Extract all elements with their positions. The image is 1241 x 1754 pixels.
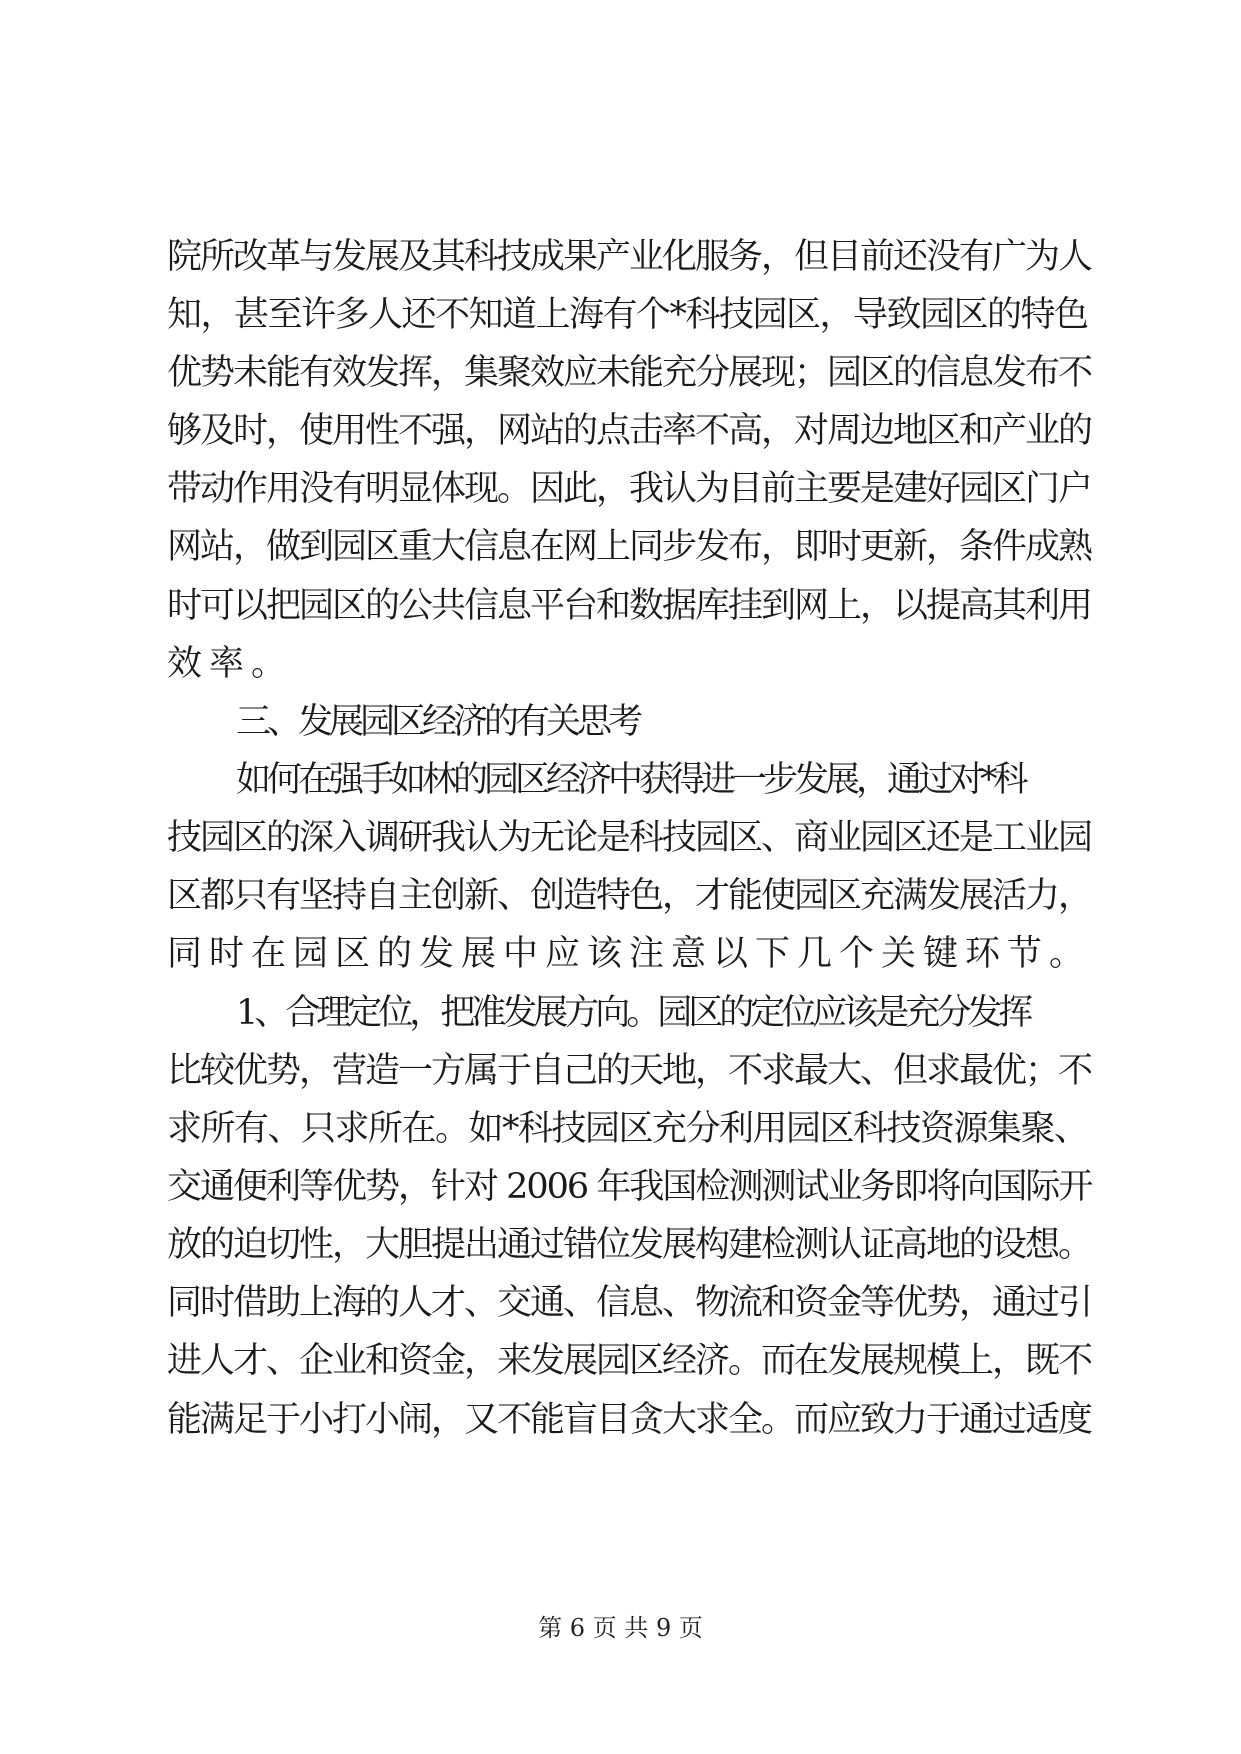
text-line: 交通便利等优势，针对 2006 年我国检测测试业务即将向国际开 [167,1167,1092,1207]
text-line: 区都只有坚持自主创新、创造特色，才能使园区充满发展活力， [167,876,1092,916]
text-line: 求所有、只求所在。如*科技园区充分利用园区科技资源集聚、 [167,1109,1088,1149]
text-line: 优势未能有效发挥，集聚效应未能充分展现；园区的信息发布不 [167,353,1092,393]
text-line: 知，甚至许多人还不知道上海有个*科技园区，导致园区的特色 [167,295,1088,335]
text-line: 院所改革与发展及其科技成果产业化服务，但目前还没有广为人 [167,237,1092,277]
text-line: 够及时，使用性不强，网站的点击率不高，对周边地区和产业的 [167,411,1092,451]
text-line: 同时在园区的发展中应该注意以下几个关键环节。 [167,934,1092,974]
text-line: 比较优势，营造一方属于自己的天地，不求最大、但求最优；不 [167,1051,1092,1091]
text-line: 网站，做到园区重大信息在网上同步发布，即时更新，条件成熟 [167,527,1092,567]
text-line: 进人才、企业和资金，来发展园区经济。而在发展规模上，既不 [167,1341,1092,1381]
page-number-footer: 第 6 页 共 9 页 [538,1614,703,1642]
text-line: 时可以把园区的公共信息平台和数据库挂到网上，以提高其利用 [167,586,1092,626]
text-line: 技园区的深入调研我认为无论是科技园区、商业园区还是工业园 [167,818,1092,858]
section-heading: 三、发展园区经济的有关思考 [236,702,640,742]
text-line: 同时借助上海的人才、交通、信息、物流和资金等优势，通过引 [167,1283,1092,1323]
text-line: 带动作用没有明显体现。因此，我认为目前主要是建好园区门户 [167,469,1092,509]
text-line: 放的迫切性，大胆提出通过错位发展构建检测认证高地的设想。 [167,1225,1092,1265]
text-line: 1、合理定位，把准发展方向。园区的定位应该是充分发挥 [236,993,1030,1033]
text-line: 效率。 [167,644,294,684]
text-line: 能满足于小打小闹，又不能盲目贪大求全。而应致力于通过适度 [167,1400,1092,1440]
text-line: 如何在强手如林的园区经济中获得进一步发展，通过对*科 [236,760,1025,800]
